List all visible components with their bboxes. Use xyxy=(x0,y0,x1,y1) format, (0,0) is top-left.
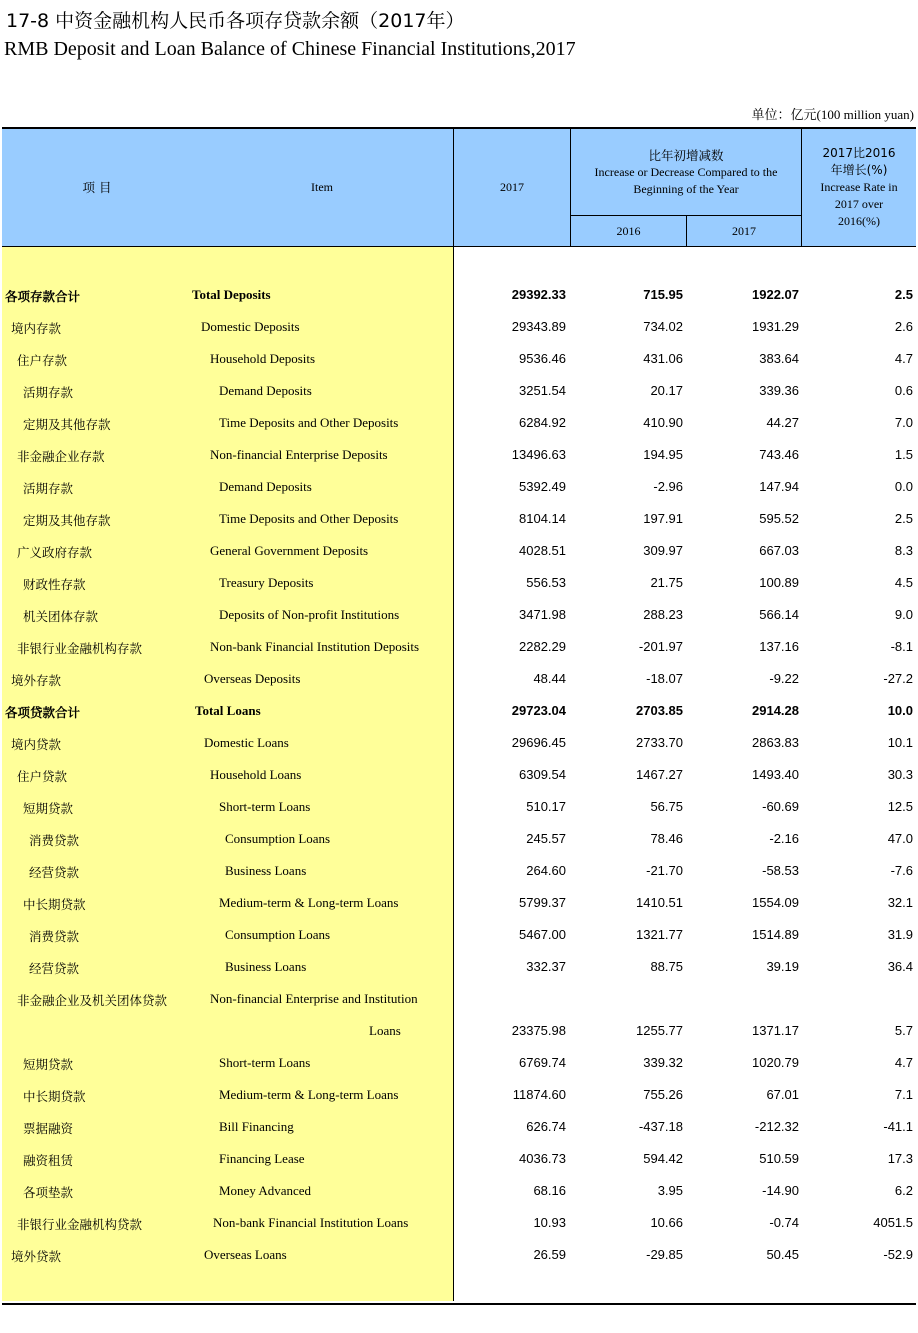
value-2017: 23375.98 xyxy=(511,1023,566,1038)
table-row xyxy=(2,1207,916,1239)
item-name-cn: 机关团体存款 xyxy=(23,609,99,624)
value-2017: 4036.73 xyxy=(519,1151,566,1166)
item-name-cn: 境外存款 xyxy=(11,673,62,688)
change-2017: 743.46 xyxy=(759,447,799,462)
change-2017: 510.59 xyxy=(759,1151,799,1166)
growth-rate: 7.1 xyxy=(894,1087,913,1102)
growth-rate: 4051.5 xyxy=(873,1215,913,1230)
change-2016: 2703.85 xyxy=(636,703,683,718)
change-2016: 1321.77 xyxy=(636,927,683,942)
growth-rate: 17.3 xyxy=(887,1151,913,1166)
table-row xyxy=(2,343,916,375)
item-name-cn: 财政性存款 xyxy=(23,577,86,592)
value-2017: 5392.49 xyxy=(519,479,566,494)
change-2016: 20.17 xyxy=(650,383,683,398)
change-2016: 56.75 xyxy=(650,799,683,814)
item-name-cn: 各项垫款 xyxy=(23,1185,74,1200)
value-2017: 332.37 xyxy=(526,959,566,974)
header-rate-en: Increase Rate in 2017 over 2016(%) xyxy=(820,180,898,228)
change-2017: 2914.28 xyxy=(752,703,799,718)
table-row xyxy=(2,631,916,663)
header-change-cn: 比年初增减数 xyxy=(648,147,724,163)
value-2017: 29723.04 xyxy=(511,703,566,718)
item-name-en: Business Loans xyxy=(225,863,307,878)
item-name-cn: 住户贷款 xyxy=(17,769,68,784)
change-2016: 431.06 xyxy=(643,351,683,366)
value-2017: 245.57 xyxy=(526,831,566,846)
change-2017: 1922.07 xyxy=(752,287,799,302)
change-2016: 1467.27 xyxy=(636,767,683,782)
growth-rate: 32.1 xyxy=(887,895,913,910)
change-2017: -14.90 xyxy=(762,1183,799,1198)
growth-rate: 7.0 xyxy=(894,415,913,430)
growth-rate: 2.5 xyxy=(894,511,913,526)
change-2016: -29.85 xyxy=(646,1247,683,1262)
growth-rate: -27.2 xyxy=(883,671,913,686)
table-row xyxy=(2,983,916,1015)
item-name-cn: 中长期贷款 xyxy=(23,1089,86,1104)
header-rate xyxy=(802,129,916,246)
growth-rate: -52.9 xyxy=(883,1247,913,1262)
item-name-cn: 短期贷款 xyxy=(23,801,74,816)
change-2016: 410.90 xyxy=(643,415,683,430)
value-2017: 9536.46 xyxy=(519,351,566,366)
item-name-en: Non-financial Enterprise and Institution xyxy=(210,991,418,1006)
growth-rate: 10.1 xyxy=(887,735,913,750)
data-table xyxy=(2,127,916,1305)
change-2016: 288.23 xyxy=(643,607,683,622)
value-2017: 264.60 xyxy=(526,863,566,878)
table-row xyxy=(2,791,916,823)
table-row xyxy=(2,759,916,791)
change-2017: 595.52 xyxy=(759,511,799,526)
change-2017: 667.03 xyxy=(759,543,799,558)
item-name-en: Domestic Deposits xyxy=(201,319,300,334)
item-name-en: Time Deposits and Other Deposits xyxy=(219,511,399,526)
item-name-en: Non-bank Financial Institution Loans xyxy=(213,1215,409,1230)
change-2017: 1931.29 xyxy=(752,319,799,334)
change-2016: 715.95 xyxy=(643,287,683,302)
item-name-en: Demand Deposits xyxy=(219,479,312,494)
item-name-en: Consumption Loans xyxy=(225,831,331,846)
item-name-cn: 经营贷款 xyxy=(29,865,80,880)
growth-rate: 4.5 xyxy=(894,575,913,590)
item-name-cn: 非银行业金融机构贷款 xyxy=(17,1217,143,1232)
table-row xyxy=(2,951,916,983)
value-2017: 5799.37 xyxy=(519,895,566,910)
change-2016: 339.32 xyxy=(643,1055,683,1070)
item-name-en: Non-bank Financial Institution Deposits xyxy=(210,639,420,654)
change-2017: 1514.89 xyxy=(752,927,799,942)
value-2017: 68.16 xyxy=(533,1183,566,1198)
table-row xyxy=(2,503,916,535)
value-2017: 29343.89 xyxy=(511,319,566,334)
change-2016: 88.75 xyxy=(650,959,683,974)
table-row xyxy=(2,567,916,599)
growth-rate: 5.7 xyxy=(894,1023,913,1038)
table-row xyxy=(2,1111,916,1143)
header-rate-cn: 2017比2016年增长(%) xyxy=(822,146,896,177)
change-2017: -58.53 xyxy=(762,863,799,878)
change-2017: 147.94 xyxy=(759,479,799,494)
change-2017: -212.32 xyxy=(754,1119,799,1134)
change-2016: 3.95 xyxy=(657,1183,683,1198)
item-name-en: Short-term Loans xyxy=(219,799,311,814)
item-name-cn: 票据融资 xyxy=(23,1121,74,1136)
growth-rate: 6.2 xyxy=(894,1183,913,1198)
change-2016: -201.97 xyxy=(638,639,683,654)
table-row xyxy=(2,823,916,855)
item-name-en: Business Loans xyxy=(225,959,307,974)
change-2016: 594.42 xyxy=(643,1151,683,1166)
value-2017: 510.17 xyxy=(526,799,566,814)
item-name-en: Time Deposits and Other Deposits xyxy=(219,415,399,430)
growth-rate: 30.3 xyxy=(887,767,913,782)
item-name-cn: 消费贷款 xyxy=(29,833,80,848)
unit-label: 单位：亿元(100 million yuan) xyxy=(751,107,914,122)
item-name-cn: 广义政府存款 xyxy=(17,545,93,560)
item-name-en: Overseas Loans xyxy=(204,1247,287,1262)
change-2017: 566.14 xyxy=(759,607,799,622)
change-2017: 50.45 xyxy=(766,1247,799,1262)
growth-rate: -41.1 xyxy=(883,1119,913,1134)
item-name-cn: 定期及其他存款 xyxy=(23,513,111,528)
table-row xyxy=(2,1143,916,1175)
header-divider xyxy=(570,215,802,216)
change-2016: 78.46 xyxy=(650,831,683,846)
value-2017: 29392.33 xyxy=(511,287,566,302)
item-name-en: Consumption Loans xyxy=(225,927,331,942)
item-name-en: Treasury Deposits xyxy=(219,575,314,590)
header-item-cn: 项 目 xyxy=(82,180,112,195)
growth-rate: 12.5 xyxy=(887,799,913,814)
item-name-cn: 短期贷款 xyxy=(23,1057,74,1072)
item-name-cn: 中长期贷款 xyxy=(23,897,86,912)
item-name-en: Overseas Deposits xyxy=(204,671,301,686)
change-2017: 137.16 xyxy=(759,639,799,654)
item-name-en: Bill Financing xyxy=(219,1119,294,1134)
item-name-en: Financing Lease xyxy=(219,1151,305,1166)
item-name-cn: 活期存款 xyxy=(23,481,74,496)
item-name-cn: 融资租赁 xyxy=(23,1153,74,1168)
table-row xyxy=(2,279,916,311)
change-2017: 39.19 xyxy=(766,959,799,974)
table-row xyxy=(2,407,916,439)
change-2017: -60.69 xyxy=(762,799,799,814)
value-2017: 6284.92 xyxy=(519,415,566,430)
header-divider xyxy=(453,129,454,246)
growth-rate: -7.6 xyxy=(890,863,913,878)
value-2017: 4028.51 xyxy=(519,543,566,558)
table-row xyxy=(2,855,916,887)
value-2017: 2282.29 xyxy=(519,639,566,654)
value-2017: 10.93 xyxy=(533,1215,566,1230)
item-name-cn: 消费贷款 xyxy=(29,929,80,944)
change-2016: 734.02 xyxy=(643,319,683,334)
table-row xyxy=(2,695,916,727)
table-row xyxy=(2,727,916,759)
change-2016: -437.18 xyxy=(638,1119,683,1134)
item-name-cn: 住户存款 xyxy=(17,353,68,368)
change-2017: -9.22 xyxy=(769,671,799,686)
item-name-cn: 境外贷款 xyxy=(11,1249,62,1264)
value-2017: 11874.60 xyxy=(512,1087,566,1102)
growth-rate: 4.7 xyxy=(894,1055,913,1070)
growth-rate: 31.9 xyxy=(887,927,913,942)
table-row xyxy=(2,1239,916,1271)
growth-rate: 8.3 xyxy=(894,543,913,558)
header-change-2016: 2016 xyxy=(616,223,641,238)
item-name-en: Short-term Loans xyxy=(219,1055,311,1070)
change-2017: -0.74 xyxy=(769,1215,799,1230)
header-divider xyxy=(801,129,802,246)
table-row xyxy=(2,1015,916,1047)
table-row xyxy=(2,439,916,471)
change-2017: 100.89 xyxy=(759,575,799,590)
item-name-en: Deposits of Non-profit Institutions xyxy=(219,607,400,622)
header-divider xyxy=(686,216,687,246)
item-name-en: General Government Deposits xyxy=(210,543,369,558)
item-name-cn: 活期存款 xyxy=(23,385,74,400)
item-name-en: Money Advanced xyxy=(219,1183,312,1198)
value-2017: 48.44 xyxy=(533,671,566,686)
value-2017: 13496.63 xyxy=(511,447,566,462)
growth-rate: 2.6 xyxy=(894,319,913,334)
change-2016: -18.07 xyxy=(646,671,683,686)
change-2017: 383.64 xyxy=(759,351,799,366)
growth-rate: 9.0 xyxy=(894,607,913,622)
value-2017: 26.59 xyxy=(533,1247,566,1262)
table-row xyxy=(2,311,916,343)
table-row xyxy=(2,1079,916,1111)
growth-rate: 1.5 xyxy=(894,447,913,462)
growth-rate: 47.0 xyxy=(887,831,913,846)
change-2016: -21.70 xyxy=(646,863,683,878)
item-name-cn: 各项贷款合计 xyxy=(5,705,81,720)
table-row xyxy=(2,1175,916,1207)
item-name-cn: 经营贷款 xyxy=(29,961,80,976)
change-2016: 194.95 xyxy=(643,447,683,462)
change-2017: 1020.79 xyxy=(752,1055,799,1070)
change-2017: 1371.17 xyxy=(752,1023,799,1038)
change-2016: 755.26 xyxy=(643,1087,683,1102)
item-name-cn: 境内存款 xyxy=(11,321,62,336)
item-name-en: Medium-term & Long-term Loans xyxy=(219,1087,399,1102)
header-change xyxy=(571,129,801,215)
table-row xyxy=(2,535,916,567)
value-2017: 626.74 xyxy=(526,1119,566,1134)
table-row xyxy=(2,663,916,695)
growth-rate: 0.0 xyxy=(894,479,913,494)
change-2017: 1493.40 xyxy=(752,767,799,782)
item-name-en: Demand Deposits xyxy=(219,383,312,398)
change-2017: 44.27 xyxy=(766,415,799,430)
value-2017: 3471.98 xyxy=(519,607,566,622)
growth-rate: 4.7 xyxy=(894,351,913,366)
item-name-cn: 境内贷款 xyxy=(11,737,62,752)
item-name-cn: 定期及其他存款 xyxy=(23,417,111,432)
table-row xyxy=(2,471,916,503)
value-2017: 6309.54 xyxy=(519,767,566,782)
change-2017: -2.16 xyxy=(769,831,799,846)
item-name-en: Loans xyxy=(369,1023,401,1038)
change-2016: -2.96 xyxy=(653,479,683,494)
value-2017: 8104.14 xyxy=(519,511,566,526)
change-2016: 10.66 xyxy=(650,1215,683,1230)
change-2016: 21.75 xyxy=(650,575,683,590)
change-2016: 1255.77 xyxy=(636,1023,683,1038)
change-2017: 1554.09 xyxy=(752,895,799,910)
item-name-cn: 非金融企业及机关团体贷款 xyxy=(17,993,168,1008)
value-2017: 29696.45 xyxy=(511,735,566,750)
change-2016: 197.91 xyxy=(643,511,683,526)
header-change-en: Increase or Decrease Compared to the Beginning of the Year xyxy=(594,164,778,196)
item-name-en: Domestic Loans xyxy=(204,735,289,750)
page-title-cn: 17-8 中资金融机构人民币各项存贷款余额（2017年） xyxy=(6,10,465,32)
item-name-cn: 各项存款合计 xyxy=(5,289,81,304)
page-title-en: RMB Deposit and Loan Balance of Chinese Financial Institutions,2017 xyxy=(4,38,576,60)
growth-rate: -8.1 xyxy=(890,639,913,654)
table-row xyxy=(2,887,916,919)
value-2017: 556.53 xyxy=(526,575,566,590)
value-2017: 6769.74 xyxy=(519,1055,566,1070)
header-divider xyxy=(570,129,571,246)
change-2016: 1410.51 xyxy=(636,895,683,910)
change-2017: 339.36 xyxy=(759,383,799,398)
table-row xyxy=(2,919,916,951)
item-name-en: Non-financial Enterprise Deposits xyxy=(210,447,388,462)
item-name-en: Total Loans xyxy=(195,703,261,718)
change-2016: 2733.70 xyxy=(636,735,683,750)
header-item-en: Item xyxy=(311,180,333,194)
item-name-cn: 非银行业金融机构存款 xyxy=(17,641,143,656)
table-header xyxy=(2,129,916,247)
growth-rate: 2.5 xyxy=(894,287,913,302)
change-2017: 67.01 xyxy=(766,1087,799,1102)
header-change-2017: 2017 xyxy=(732,223,756,238)
item-name-en: Medium-term & Long-term Loans xyxy=(219,895,399,910)
value-2017: 5467.00 xyxy=(519,927,566,942)
growth-rate: 10.0 xyxy=(887,703,913,718)
header-2017: 2017 xyxy=(500,180,524,194)
item-name-en: Total Deposits xyxy=(192,287,271,302)
change-2017: 2863.83 xyxy=(752,735,799,750)
table-row xyxy=(2,1047,916,1079)
table-row xyxy=(2,375,916,407)
item-name-en: Household Deposits xyxy=(210,351,316,366)
item-name-en: Household Loans xyxy=(210,767,302,782)
item-name-cn: 非金融企业存款 xyxy=(17,449,105,464)
growth-rate: 36.4 xyxy=(887,959,913,974)
value-2017: 3251.54 xyxy=(519,383,566,398)
growth-rate: 0.6 xyxy=(894,383,913,398)
change-2016: 309.97 xyxy=(643,543,683,558)
table-row xyxy=(2,599,916,631)
